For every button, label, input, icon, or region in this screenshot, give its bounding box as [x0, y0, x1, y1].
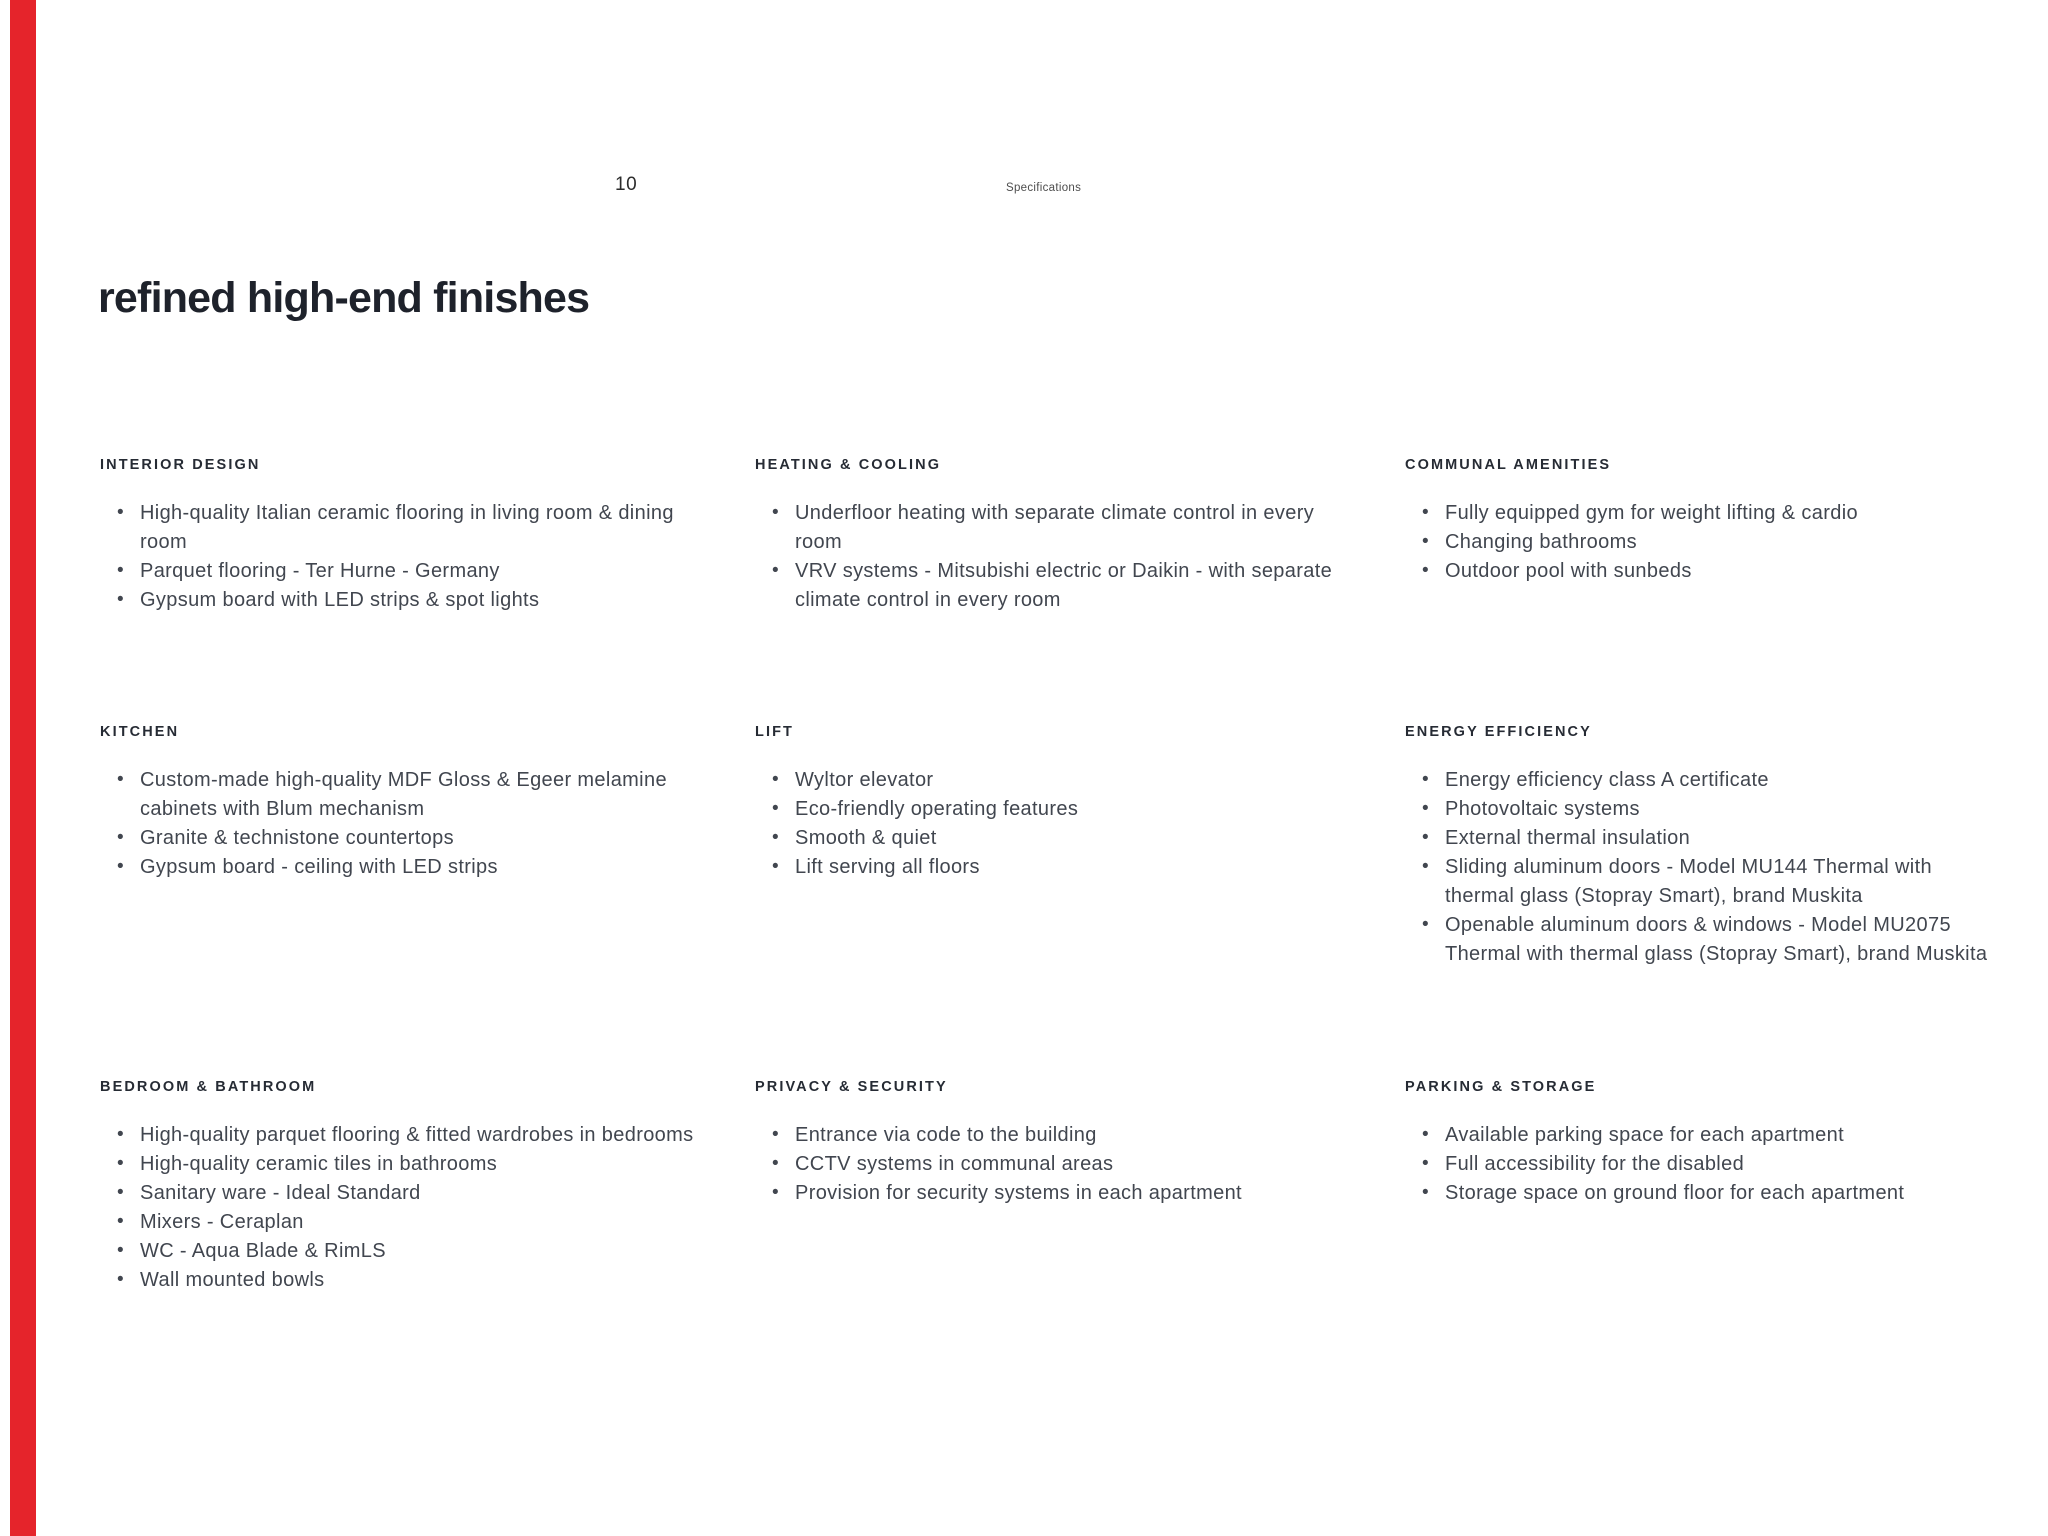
list-item: • Outdoor pool with sunbeds: [1405, 557, 2000, 586]
section-title: BEDROOM & BATHROOM: [100, 1079, 317, 1095]
spec-list: [755, 766, 1350, 882]
section-energy-efficiency: [1405, 722, 2000, 969]
list-item: • Energy efficiency class A certificate: [1405, 766, 2000, 795]
list-item: • Mixers - Ceraplan: [100, 1208, 695, 1237]
section-title: ENERGY EFFICIENCY: [1405, 724, 1592, 740]
list-item: • Fully equipped gym for weight lifting & cardio: [1405, 499, 2000, 528]
spec-list: [755, 499, 1350, 615]
list-item: • Granite & technistone countertops: [100, 824, 695, 853]
list-item: • Wall mounted bowls: [100, 1266, 695, 1295]
section-privacy-security: [755, 1077, 1350, 1208]
page-number: 10: [615, 174, 638, 195]
spec-list: [1405, 1121, 2000, 1208]
list-item: • High-quality parquet flooring & fitted wardrobes in bedrooms: [100, 1121, 695, 1150]
spec-list: [100, 499, 695, 615]
section-title: PRIVACY & SECURITY: [755, 1079, 948, 1095]
section-title: LIFT: [755, 724, 795, 740]
section-lift: [755, 722, 1350, 882]
spec-list: [1405, 499, 2000, 586]
section-title: HEATING & COOLING: [755, 457, 942, 473]
list-item: • Available parking space for each apartment: [1405, 1121, 2000, 1150]
section-parking-storage: [1405, 1077, 2000, 1208]
list-item: • Eco-friendly operating features: [755, 795, 1350, 824]
page-title: refined high-end finishes: [98, 274, 590, 322]
list-item: • Storage space on ground floor for each apartment: [1405, 1179, 2000, 1208]
spec-list: [1405, 766, 2000, 969]
list-item: • Gypsum board with LED strips & spot lights: [100, 586, 695, 615]
spec-list: [100, 766, 695, 882]
spec-list: [755, 1121, 1350, 1208]
section-heating-cooling: [755, 455, 1350, 615]
list-item: • Gypsum board - ceiling with LED strips: [100, 853, 695, 882]
list-item: • Smooth & quiet: [755, 824, 1350, 853]
section-interior-design: [100, 455, 695, 615]
section-title: PARKING & STORAGE: [1405, 1079, 1597, 1095]
list-item: • Full accessibility for the disabled: [1405, 1150, 2000, 1179]
list-item: • Sliding aluminum doors - Model MU144 Thermal with thermal glass (Stopray Smart), brand Muskita: [1405, 853, 2000, 911]
list-item: • Lift serving all floors: [755, 853, 1350, 882]
list-item: • Underfloor heating with separate climate control in every room: [755, 499, 1350, 557]
section-bedroom-bathroom: [100, 1077, 695, 1295]
section-kitchen: [100, 722, 695, 882]
list-item: • Openable aluminum doors & windows - Model MU2075 Thermal with thermal glass (Stopray Smart), brand Muskita: [1405, 911, 2000, 969]
left-accent-bar: [10, 0, 36, 1536]
list-item: • Provision for security systems in each apartment: [755, 1179, 1350, 1208]
list-item: • Changing bathrooms: [1405, 528, 2000, 557]
list-item: • Custom-made high-quality MDF Gloss & Egeer melamine cabinets with Blum mechanism: [100, 766, 695, 824]
list-item: • High-quality Italian ceramic flooring in living room & dining room: [100, 499, 695, 557]
list-item: • CCTV systems in communal areas: [755, 1150, 1350, 1179]
list-item: • WC - Aqua Blade & RimLS: [100, 1237, 695, 1266]
list-item: • Parquet flooring - Ter Hurne - Germany: [100, 557, 695, 586]
list-item: • Entrance via code to the building: [755, 1121, 1350, 1150]
list-item: • Wyltor elevator: [755, 766, 1350, 795]
section-title: INTERIOR DESIGN: [100, 457, 261, 473]
list-item: • Photovoltaic systems: [1405, 795, 2000, 824]
section-title: KITCHEN: [100, 724, 180, 740]
list-item: • VRV systems - Mitsubishi electric or Daikin - with separate climate control in every room: [755, 557, 1350, 615]
section-title: COMMUNAL AMENITIES: [1405, 457, 1612, 473]
section-communal-amenities: [1405, 455, 2000, 586]
list-item: • Sanitary ware - Ideal Standard: [100, 1179, 695, 1208]
spec-list: [100, 1121, 695, 1295]
list-item: • High-quality ceramic tiles in bathrooms: [100, 1150, 695, 1179]
list-item: • External thermal insulation: [1405, 824, 2000, 853]
page-header-label: Specifications: [1006, 182, 1082, 194]
